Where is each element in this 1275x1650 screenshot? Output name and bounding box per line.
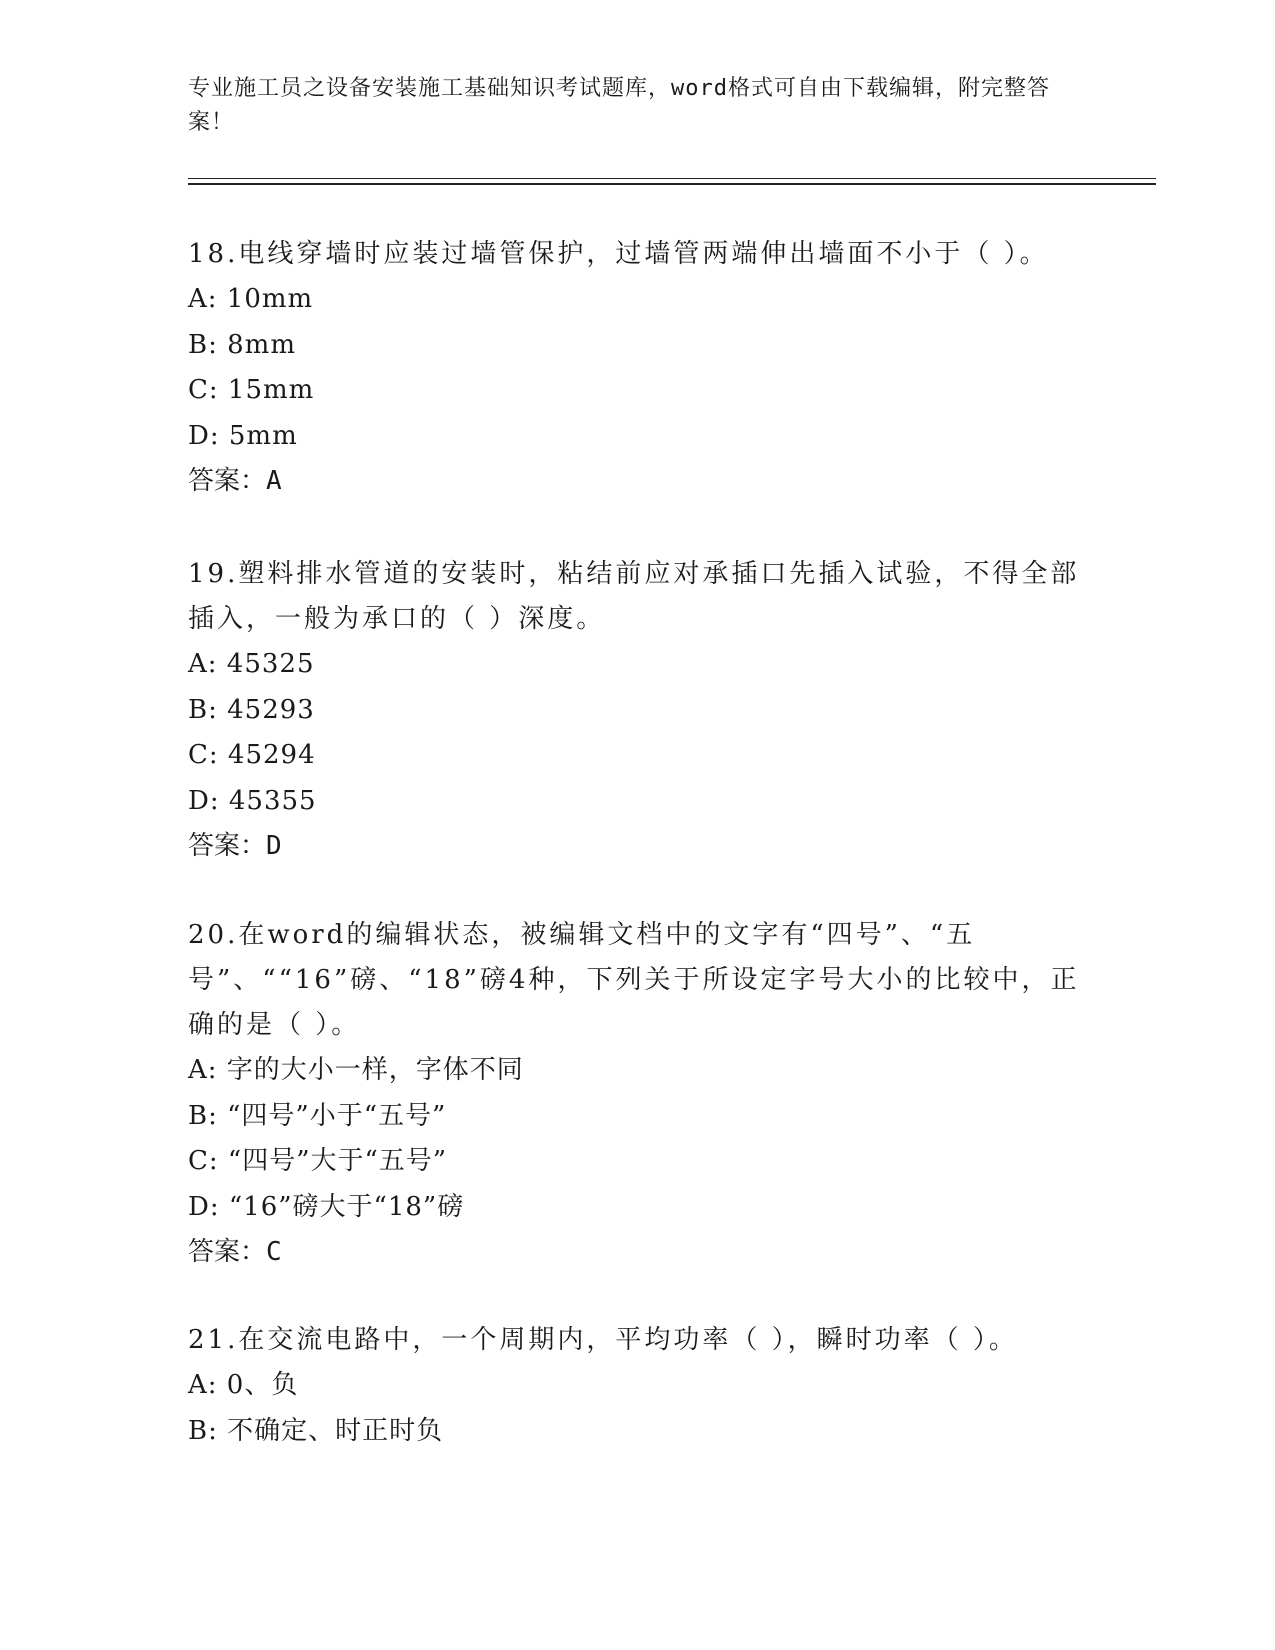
option-c: C: “四号”大于“五号” <box>188 1146 448 1176</box>
option-d: D: “16”磅大于“18”磅 <box>188 1191 465 1222</box>
question-19 <box>188 552 1088 869</box>
option-a: A: 45325 <box>188 649 315 679</box>
option-b: B: “四号”小于“五号” <box>188 1100 447 1131</box>
option-b: B: 45293 <box>188 694 315 725</box>
question-18 <box>188 232 1088 504</box>
option-b: B: 8mm <box>188 329 296 360</box>
answer-label: 答案：C <box>188 1237 282 1267</box>
option-c: C: 45294 <box>188 740 316 770</box>
document-header: 专业施工员之设备安装施工基础知识考试题库，word格式可自由下载编辑，附完整答案！ <box>188 76 1050 135</box>
answer-label: 答案：A <box>188 466 282 496</box>
question-stem: 18.电线穿墙时应装过墙管保护，过墙管两端伸出墙面不小于（ ）。 <box>188 239 1049 269</box>
question-20 <box>188 913 1088 1275</box>
question-stem: 20.在word的编辑状态，被编辑文档中的文字有“四号”、“五号”、““16”磅、“18”磅4种，下列关于所设定字号大小的比较中，正确的是（ ）。 <box>188 920 1080 1040</box>
answer-label: 答案：D <box>188 831 282 861</box>
option-c: C: 15mm <box>188 375 315 405</box>
option-d: D: 5mm <box>188 420 298 451</box>
question-stem: 19.塑料排水管道的安装时，粘结前应对承插口先插入试验，不得全部插入，一般为承口的（ ）深度。 <box>188 559 1080 634</box>
option-a: A: 0、负 <box>188 1370 299 1400</box>
option-a: A: 字的大小一样，字体不同 <box>188 1055 524 1085</box>
header-divider-thin <box>188 178 1156 179</box>
option-a: A: 10mm <box>188 284 314 314</box>
question-stem: 21.在交流电路中，一个周期内，平均功率（ ），瞬时功率（ ）。 <box>188 1325 1018 1355</box>
option-b: B: 不确定、时正时负 <box>188 1415 444 1446</box>
header-divider-thick <box>188 183 1156 185</box>
option-d: D: 45355 <box>188 785 317 816</box>
question-21 <box>188 1318 1088 1454</box>
